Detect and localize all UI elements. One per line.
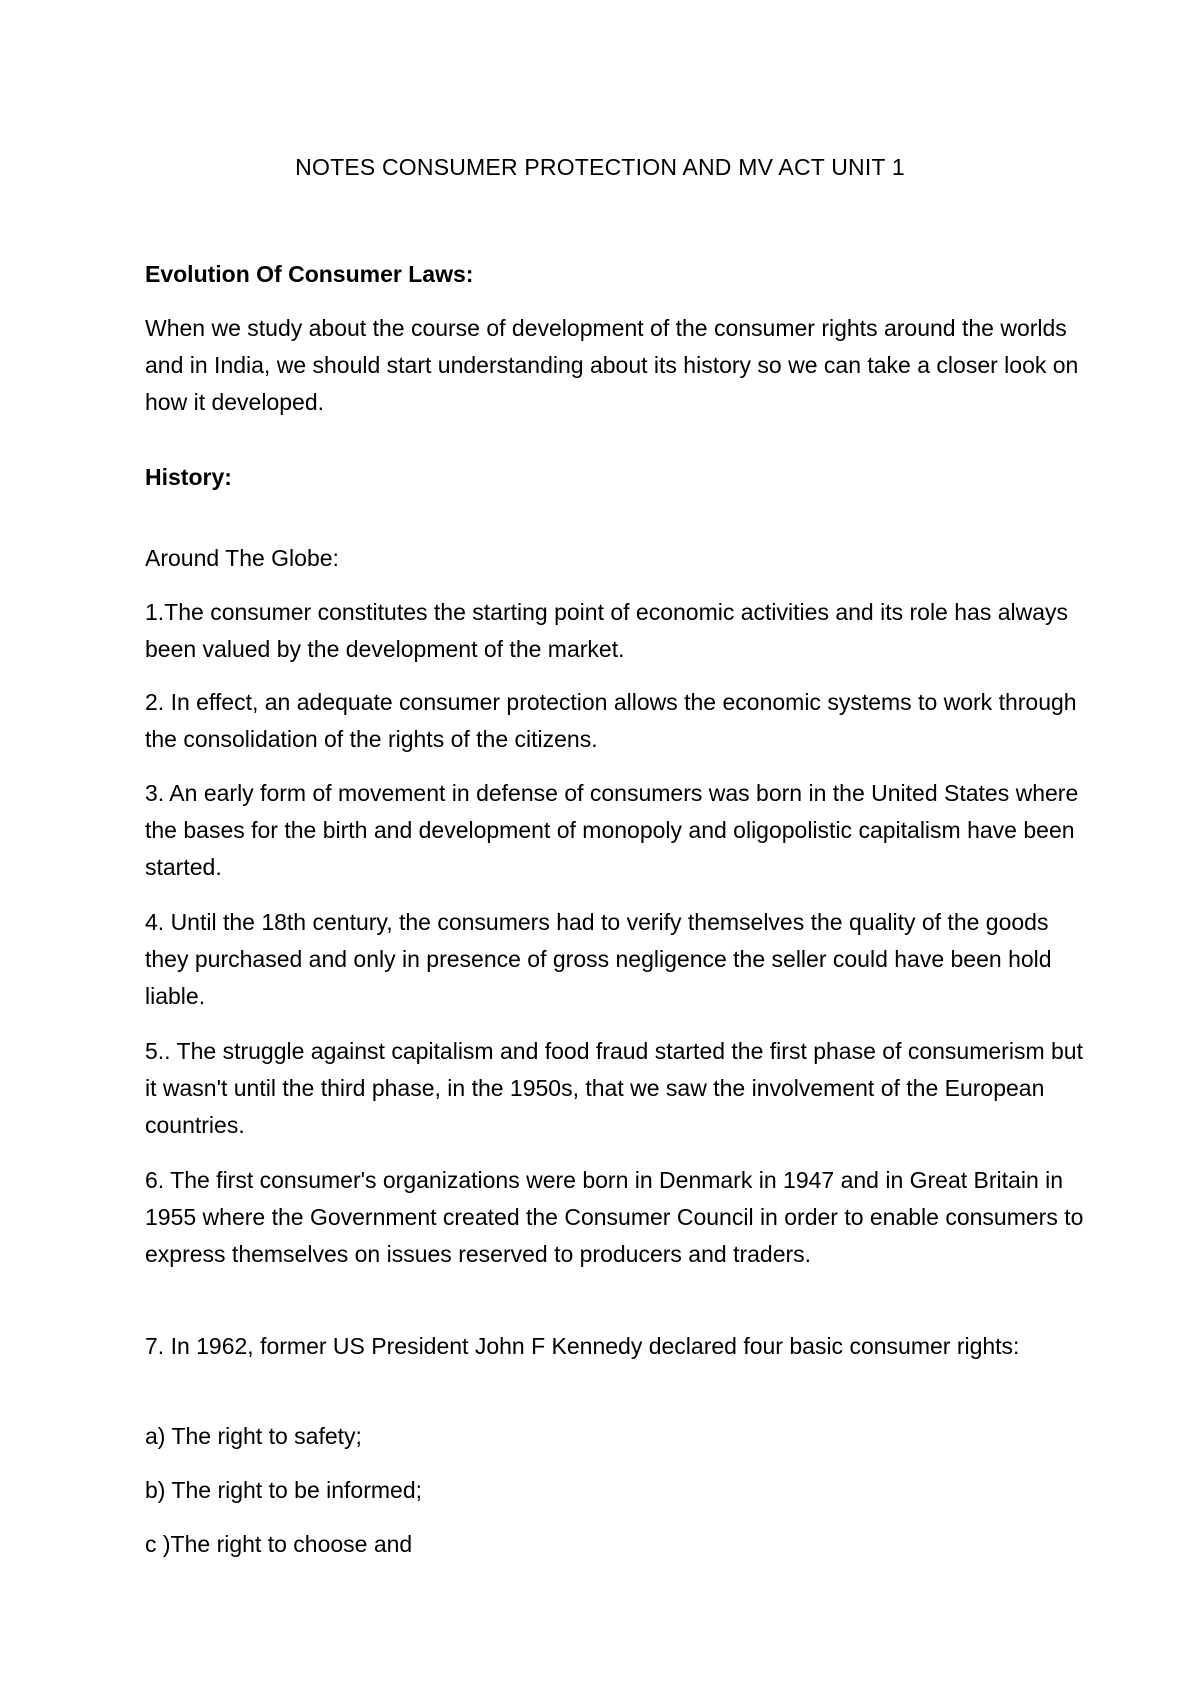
list-item: 3. An early form of movement in defense of consumers was born in the United States where the bases for the birth and development of monopoly and oligopolistic capitalism have been started. bbox=[145, 780, 1079, 880]
history-heading: History: bbox=[145, 464, 232, 490]
intro-paragraph: When we study about the course of development of the consumer rights around the worlds and in India, we should start understanding about its history so we can take a closer look on how it developed. bbox=[145, 315, 1079, 415]
list-item: 5.. The struggle against capitalism and food fraud started the first phase of consumerism but it wasn't until the third phase, in the 1950s, that we saw the involvement of the European countries. bbox=[145, 1038, 1083, 1138]
section-heading: Evolution Of Consumer Laws: bbox=[145, 261, 474, 287]
list-item: 2. In effect, an adequate consumer protection allows the economic systems to work through the consolidation of the rights of the citizens. bbox=[145, 689, 1077, 752]
list-item: 6. The first consumer's organizations were born in Denmark in 1947 and in Great Britain in 1955 where the Government created the Consumer Council in order to enable consumers to express themselves on issues reserved to producers and traders. bbox=[145, 1167, 1084, 1267]
list-item: 7. In 1962, former US President John F Kennedy declared four basic consumer rights: bbox=[145, 1333, 1020, 1359]
rights-item: a) The right to safety; bbox=[145, 1423, 362, 1449]
list-item: 4. Until the 18th century, the consumers had to verify themselves the quality of the goods they purchased and only in presence of gross negligence the seller could have been hold liable. bbox=[145, 909, 1052, 1009]
rights-item: b) The right to be informed; bbox=[145, 1477, 422, 1503]
document-title: NOTES CONSUMER PROTECTION AND MV ACT UNIT 1 bbox=[295, 154, 905, 180]
list-item: 1.The consumer constitutes the starting point of economic activities and its role has always been valued by the development of the market. bbox=[145, 599, 1069, 662]
around-globe-subheading: Around The Globe: bbox=[145, 545, 339, 571]
rights-item: c )The right to choose and bbox=[145, 1531, 413, 1557]
